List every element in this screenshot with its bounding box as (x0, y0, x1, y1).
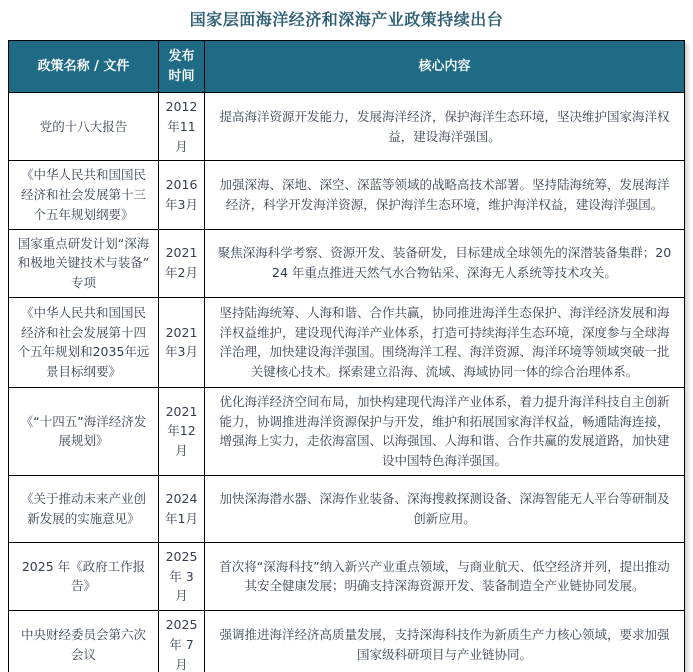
publish-date-cell: 2025 年 3 月 (159, 542, 205, 610)
column-header-policy-name: 政策名称 / 文件 (9, 41, 159, 93)
publish-date-cell: 2021年2月 (159, 229, 205, 297)
table-row (9, 93, 685, 161)
core-content-cell: 优化海洋经济空间布局，加快构建现代海洋产业体系，着力提升海洋科技自主创新能力，协调推进海洋资源保护与开发，维护和拓展国家海洋权益，畅通陆海连接，增强海上实力，走依海富国、以海强国、人海和谐、合作共赢的发展道路，加快建设中国特色海洋强国。 (205, 387, 685, 475)
table-row (9, 475, 685, 542)
publish-date-cell: 2016年3月 (159, 161, 205, 229)
policy-name-cell: 《关于推动未来产业创新发展的实施意见》 (9, 475, 159, 542)
header-row (9, 41, 685, 93)
publish-date-cell: 2021年12月 (159, 387, 205, 475)
publish-date-cell: 2024年1月 (159, 475, 205, 542)
core-content-cell: 首次将“深海科技”纳入新兴产业重点领域，与商业航天、低空经济并列，提出推动其安全健康发展；明确支持深海资源开发、装备制造全产业链协同发展。 (205, 542, 685, 610)
table-row (9, 387, 685, 475)
policy-table-body (9, 93, 685, 672)
publish-date-cell: 2025 年 7 月 (159, 611, 205, 672)
core-content-cell: 加快深海潜水器、深海作业装备、深海搜救探测设备、深海智能无人平台等研制及创新应用。 (205, 475, 685, 542)
table-row (9, 297, 685, 387)
column-header-publish-date: 发布时间 (159, 41, 205, 93)
policy-name-cell: 党的十八大报告 (9, 93, 159, 161)
policy-name-cell: 2025 年《政府工作报告》 (9, 542, 159, 610)
core-content-cell: 坚持陆海统筹、人海和谐、合作共赢，协同推进海洋生态保护、海洋经济发展和海洋权益维护，建设现代海洋产业体系，打造可持续海洋生态环境，深度参与全球海洋治理，加快建设海洋强国。围绕海洋工程、海洋资源、海洋环境等领域突破一批关键核心技术。探索建立沿海、流域、海域协同一体的综合治理体系。 (205, 297, 685, 387)
policy-table (8, 40, 685, 672)
table-row (9, 161, 685, 229)
column-header-core-content: 核心内容 (205, 41, 685, 93)
table-row (9, 542, 685, 610)
policy-name-cell: 中央财经委员会第六次会议 (9, 611, 159, 672)
policy-name-cell: 国家重点研发计划“深海和极地关键技术与装备”专项 (9, 229, 159, 297)
policy-name-cell: 《中华人民共和国国民经济和社会发展第十三个五年规划纲要》 (9, 161, 159, 229)
policy-table-header (9, 41, 685, 93)
core-content-cell: 强调推进海洋经济高质量发展，支持深海科技作为新质生产力核心领域，要求加强国家级科研项目与产业链协同。 (205, 611, 685, 672)
publish-date-cell: 2021年3月 (159, 297, 205, 387)
core-content-cell: 加强深海、深地、深空、深蓝等领域的战略高技术部署。坚持陆海统筹，发展海洋经济，科学开发海洋资源，保护海洋生态环境，维护海洋权益，建设海洋强国。 (205, 161, 685, 229)
core-content-cell: 聚焦深海科学考察、资源开发、装备研发，目标建成全球领先的深潜装备集群；2024 年重点推进天然气水合物钻采、深海无人系统等技术攻关。 (205, 229, 685, 297)
table-row (9, 229, 685, 297)
publish-date-cell: 2012年11月 (159, 93, 205, 161)
table-row (9, 611, 685, 672)
page-title: 国家层面海洋经济和深海产业政策持续出台 (189, 10, 504, 29)
policy-name-cell: 《“十四五”海洋经济发展规划》 (9, 387, 159, 475)
policy-name-cell: 《中华人民共和国国民经济和社会发展第十四个五年规划和2035年远景目标纲要》 (9, 297, 159, 387)
core-content-cell: 提高海洋资源开发能力，发展海洋经济，保护海洋生态环境，坚决维护国家海洋权益，建设海洋强国。 (205, 93, 685, 161)
